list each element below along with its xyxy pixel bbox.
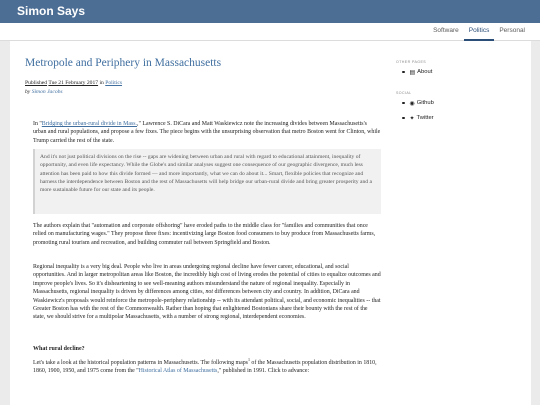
category-prefix: in	[98, 80, 106, 86]
list-bullet	[402, 71, 405, 74]
sidebar-item-github[interactable]	[402, 97, 526, 109]
paragraph-3	[33, 263, 381, 322]
tab-politics[interactable]: Politics	[464, 23, 495, 41]
published-date: Tue 21 February 2017	[48, 80, 99, 86]
post-title[interactable]: Metropole and Periphery in Massachusetts	[25, 57, 222, 69]
para4-text-c: ," published in 1991. Click to advance:	[217, 368, 310, 375]
top-navbar	[0, 0, 540, 23]
github-icon: ◉	[409, 100, 415, 107]
intro-paragraph	[33, 120, 381, 145]
tab-personal[interactable]: Personal	[499, 27, 525, 34]
social-heading: SOCIAL	[396, 91, 412, 95]
para4-text-b: of the Massachusetts population distribution in 1810, 1860, 1900, 1950, and 1975 come from the "	[33, 359, 377, 375]
post-author	[25, 89, 63, 95]
post-meta	[25, 80, 122, 86]
list-bullet	[402, 117, 405, 120]
list-bullet	[402, 102, 405, 105]
intro-article-link[interactable]: Bridging the urban-rural divide in Mass.	[41, 121, 138, 127]
intro-prefix: In "	[33, 121, 42, 127]
intro-rest: ," Lawrence S. DiCara and Matt Waskiewicz note the increasing divides between Massachusetts's urban and rural populations, and propose a few fixes. The piece begins with the unsurprising observation that metro Boston went for Clinton, while Trump carried the rest of the state.	[33, 121, 381, 144]
site-brand[interactable]: Simon Says	[17, 4, 86, 18]
tab-software[interactable]: Software	[433, 27, 459, 34]
footnote-ref[interactable]: 1	[247, 357, 250, 362]
atlas-link[interactable]: Historical Atlas of Massachusetts	[138, 368, 218, 375]
published-label: Published	[25, 80, 48, 86]
about-label: About	[417, 69, 433, 75]
author-prefix: by	[25, 89, 32, 95]
category-nav	[0, 23, 540, 41]
sidebar-item-about[interactable]	[402, 66, 526, 78]
book-icon: ▤	[409, 69, 416, 76]
paragraph-4	[33, 356, 381, 376]
github-label: Github	[416, 100, 434, 106]
twitter-icon: ✦	[409, 115, 415, 122]
para3-emphasis: not	[205, 289, 214, 296]
page-content	[10, 41, 531, 405]
sidebar-item-twitter[interactable]	[402, 112, 526, 124]
category-tabs	[428, 23, 530, 41]
para4-text-a: Let's take a look at the historical population patterns in Massachusetts. The following maps	[33, 359, 248, 366]
para3-text-b: differences between city and country. In addition, DiCara and Waskiewicz's proposals would reinforce the metropole-periphery relationship -- with its attendant political, social, and economic inequalities -- that Greater Boston has with the rest of the Commonwealth. Rather than hoping that enlightened Bostonians share their bounty with the rest of the state, we should strive for a multipolar Massachusetts, with a number of strong regional, interdependent economies.	[33, 289, 381, 321]
twitter-label: Twitter	[416, 115, 434, 121]
blockquote: And it's not just political divisions on the rise -- gaps are widening between urban and rural with regard to educational attainment, inequality of opportunity, and even life expectancy. While the Globe's and similar analyses suggest one consequence of our geographic divergence, much less attention has been paid to how this divide formed — and more importantly, what we can do about it... Smart, flexible policies that recognize and harness the interdependence between Boston and the rest of Massachusetts will help bridge our urban-rural divide and bring greater prosperity and a more sustainable future for our state and its people.	[33, 149, 381, 214]
section-heading: What rural decline?	[33, 346, 85, 352]
author-link[interactable]: Simon Jacobs	[31, 89, 63, 95]
sidebar	[396, 60, 526, 124]
category-link[interactable]: Politics	[105, 80, 123, 86]
para3-text-a: Regional inequality is a very big deal. People who live in areas undergoing regional decline have fewer career, educational, and social opportunities. And in larger metropolitan areas like Boston, the incredibly high cost of living erodes the potential of cities to equalize outcomes and improve people's lives. So it's disheartening to see well-meaning authors misunderstand the nature of regional inequality. Especially in Massachusetts, regional inequality is driven by differences among cities,	[33, 264, 381, 296]
other-pages-heading: OTHER PAGES	[396, 60, 427, 64]
paragraph-2: The authors explain that "automation and corporate offshoring" have eroded paths to the middle class for "families and communities that once relied on manufacturing wages." They propose three fixes: incentivizing large Boston food consumers to buy produce from Massachusetts farms, promoting rural tourism and recreation, and building commuter rail between Springfield and Boston.	[33, 223, 376, 246]
